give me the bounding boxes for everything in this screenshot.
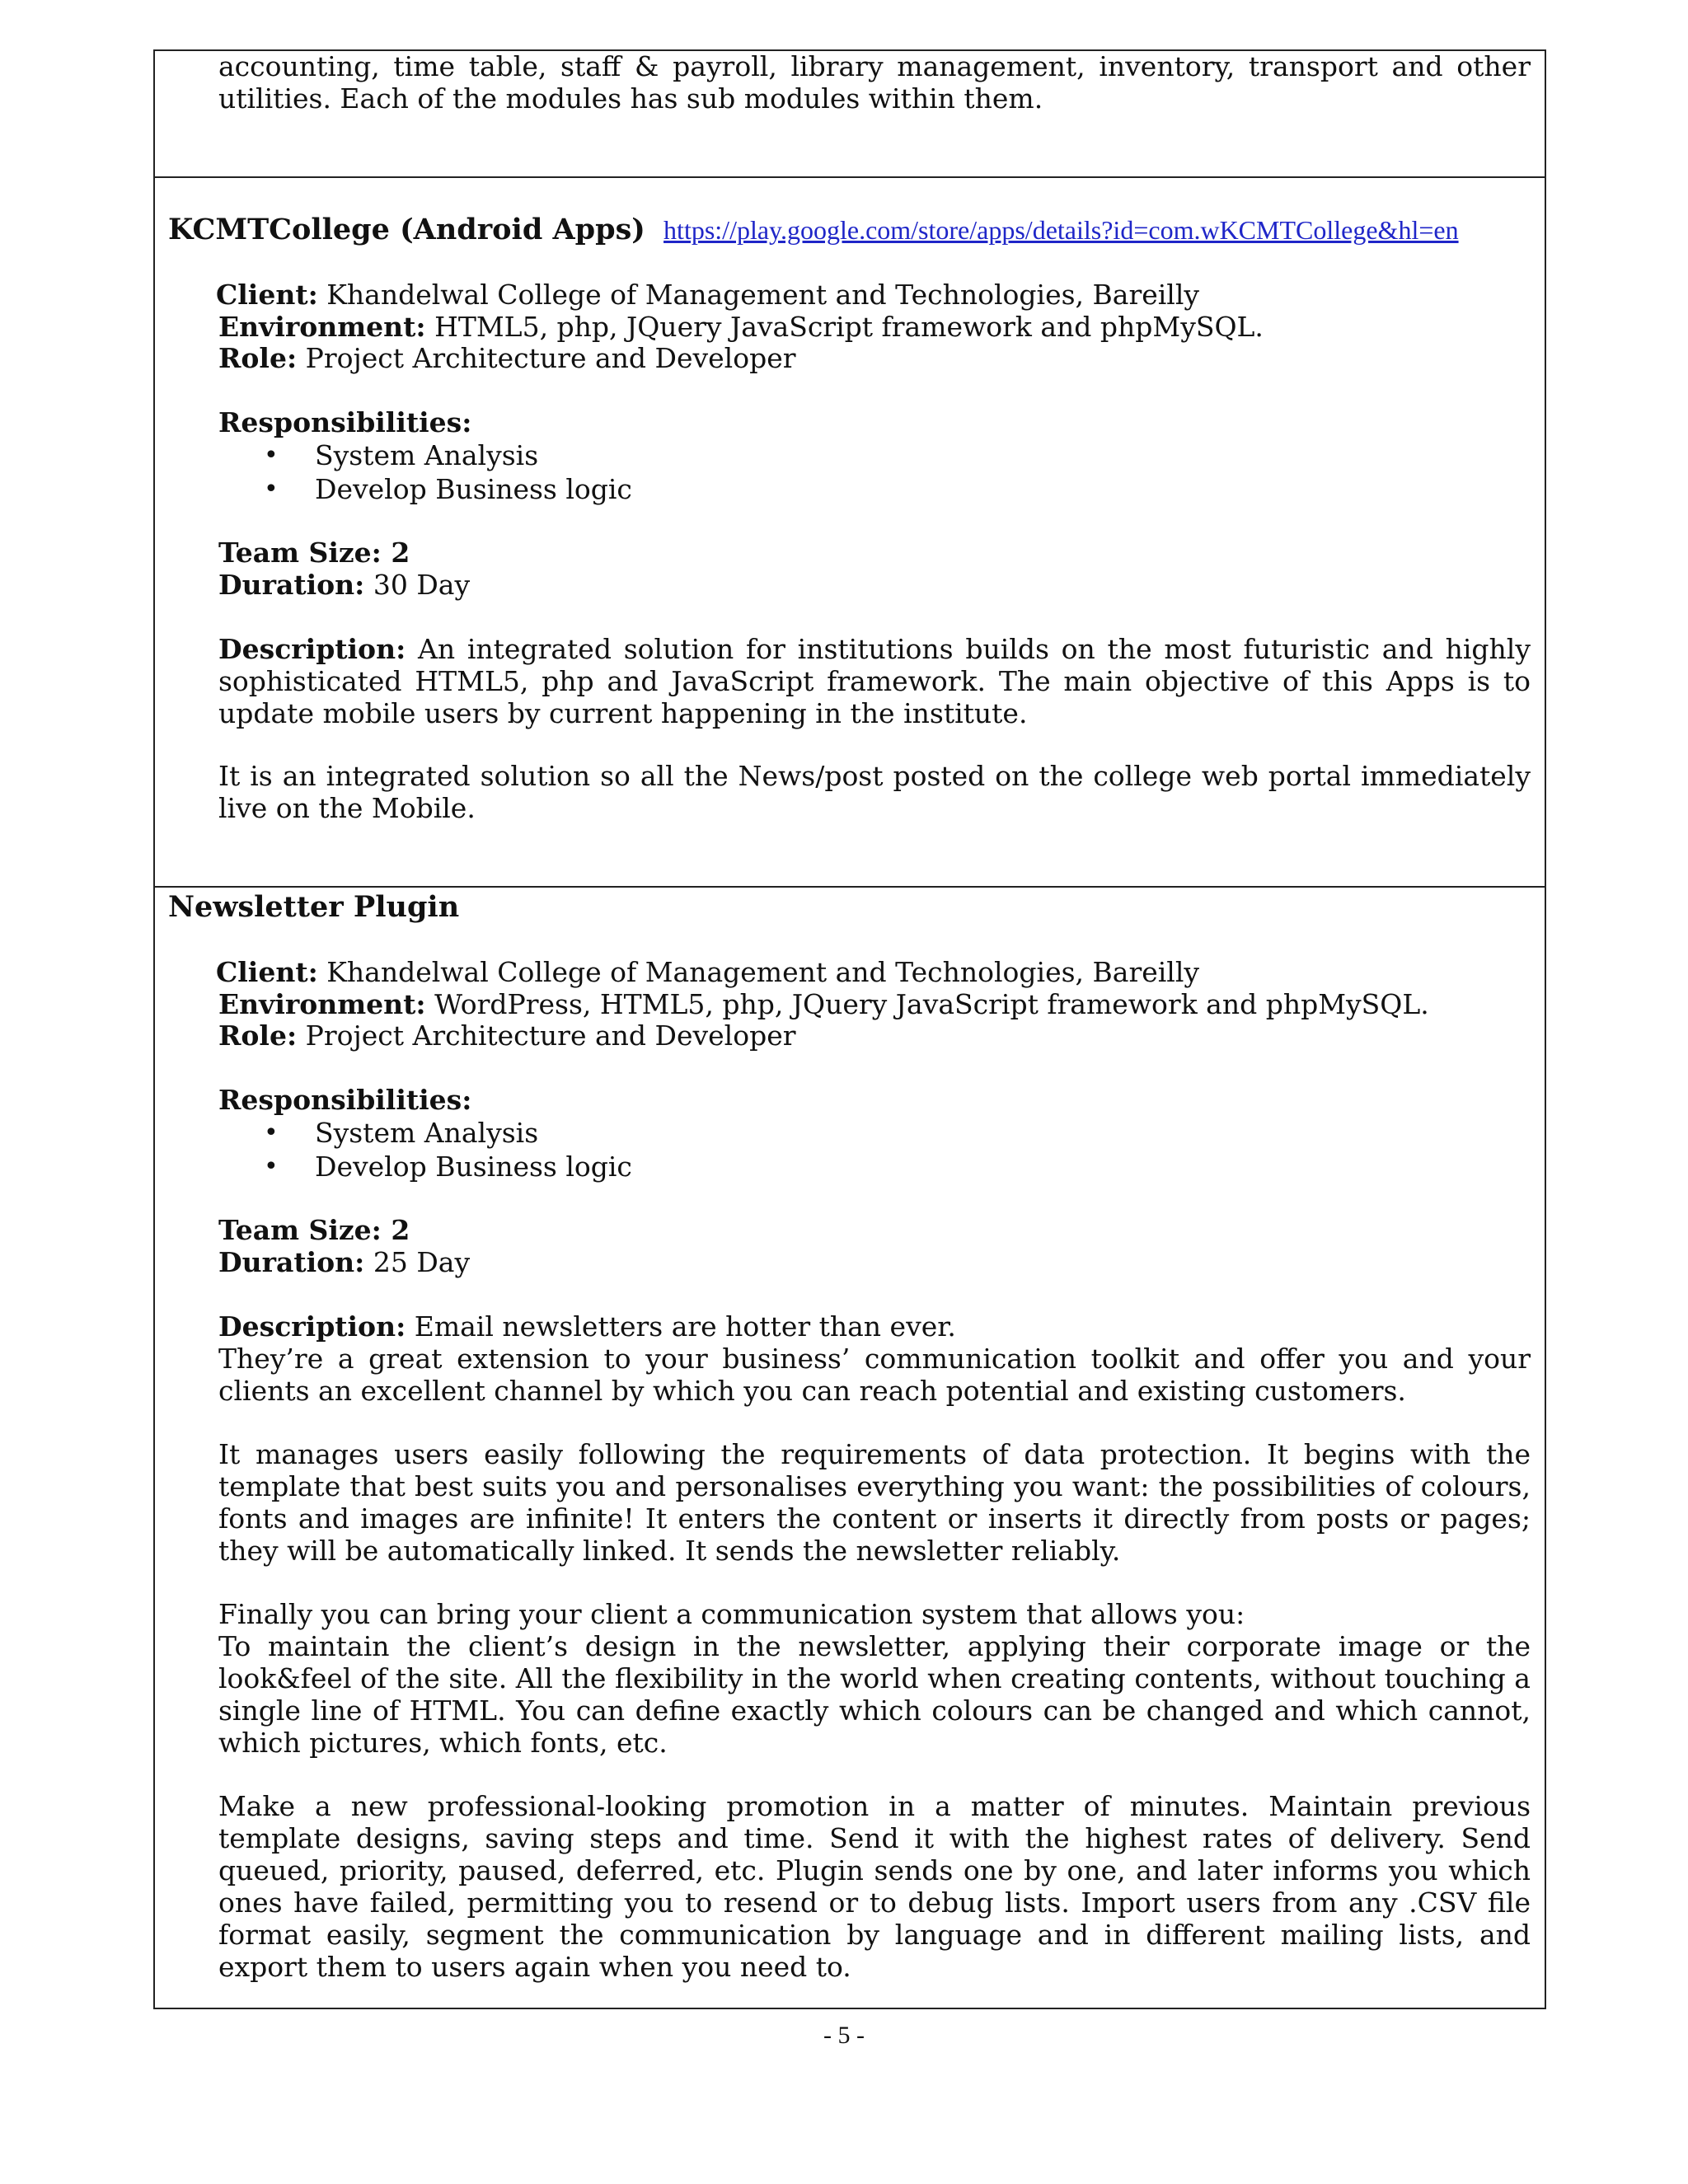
- role-line: [218, 342, 1537, 374]
- client-label: Client:: [216, 279, 318, 311]
- role-value: Project Architecture and Developer: [305, 1019, 796, 1052]
- list-item: • Develop Business logic: [264, 1150, 632, 1183]
- role-value: Project Architecture and Developer: [305, 342, 796, 374]
- section-divider: [153, 886, 1546, 888]
- body-paragraph: It manages users easily following the requirements of data protection. It begins with the template that best suits you and personalises everything you want: the possibilities of colours, fonts and images are infinite! It enters the content or inserts it directly from posts or pages; they will be automatically linked. It sends the newsletter reliably.: [218, 1438, 1531, 1567]
- role-line: [218, 1019, 1537, 1052]
- role-label: Role:: [218, 1019, 298, 1052]
- intro-paragraph: accounting, time table, staff & payroll, library management, inventory, transport and other utilities. Each of the modules has sub modules within them.: [218, 50, 1531, 115]
- environment-value: WordPress, HTML5, php, JQuery JavaScript framework and phpMySQL.: [434, 988, 1429, 1020]
- duration-label: Duration:: [218, 569, 365, 601]
- environment-label: Environment:: [218, 311, 426, 343]
- duration-line: [218, 569, 1537, 601]
- list-item: • System Analysis: [264, 1116, 632, 1150]
- duration-value: 25 Day: [373, 1246, 471, 1278]
- client-line: [216, 956, 1535, 988]
- environment-value: HTML5, php, JQuery JavaScript framework and phpMySQL.: [434, 311, 1264, 343]
- responsibilities-list: [264, 438, 632, 506]
- responsibilities-heading: Responsibilities:: [218, 1084, 472, 1116]
- list-item: • Develop Business logic: [264, 472, 632, 506]
- section-divider: [153, 176, 1546, 178]
- description-label: Description:: [218, 1310, 406, 1343]
- description-text: An integrated solution for institutions builds on the most futuristic and highly sophisticated HTML5, php and JavaScript framework. The main objective of this Apps is to update mobile users by current happening in the institute.: [218, 633, 1531, 729]
- body-paragraph: They’re a great extension to your business’ communication toolkit and offer you and your clients an excellent channel by which you can reach potential and existing customers.: [218, 1343, 1531, 1407]
- responsibilities-list: [264, 1116, 632, 1183]
- duration-value: 30 Day: [373, 569, 471, 601]
- list-item: • System Analysis: [264, 438, 632, 472]
- team-size-line: Team Size: 2: [218, 1214, 410, 1246]
- project-title-text: Newsletter Plugin: [168, 890, 460, 924]
- description-line: [218, 1310, 1537, 1343]
- play-store-link[interactable]: https://play.google.com/store/apps/details?id=com.wKCMTCollege&hl=en: [663, 215, 1459, 245]
- client-value: Khandelwal College of Management and Technologies, Bareilly: [326, 279, 1200, 311]
- description-label: Description:: [218, 633, 406, 665]
- environment-line: [218, 988, 1537, 1020]
- body-paragraph: Make a new professional-looking promotion in a matter of minutes. Maintain previous template designs, saving steps and time. Send it with the highest rates of delivery. Send queued, priority, paused, deferred, etc. Plugin sends one by one, and later informs you which ones have failed, permitting you to resend or to debug lists. Import users from any .CSV file format easily, segment the communication by language and in different mailing lists, and export them to users again when you need to.: [218, 1790, 1531, 1983]
- team-size-line: Team Size: 2: [218, 537, 410, 569]
- description-paragraph: [218, 633, 1531, 729]
- project-title-text: KCMTCollege (Android Apps): [168, 213, 645, 246]
- client-label: Client:: [216, 956, 318, 988]
- role-label: Role:: [218, 342, 298, 374]
- description-text: Email newsletters are hotter than ever.: [414, 1310, 956, 1343]
- client-value: Khandelwal College of Management and Technologies, Bareilly: [326, 956, 1200, 988]
- environment-line: [218, 311, 1537, 343]
- body-paragraph: It is an integrated solution so all the News/post posted on the college web portal immediately live on the Mobile.: [218, 760, 1531, 824]
- project-title: [168, 890, 459, 925]
- client-line: [216, 279, 1535, 311]
- body-paragraph: To maintain the client’s design in the newsletter, applying their corporate image or the look&feel of the site. All the flexibility in the world when creating contents, without touching a single line of HTML. You can define exactly which colours can be changed and which cannot, which pictures, which fonts, etc.: [218, 1630, 1531, 1759]
- duration-line: [218, 1246, 1537, 1278]
- page-number: - 5 -: [823, 2022, 865, 2049]
- project-title: [168, 213, 1459, 247]
- body-line: Finally you can bring your client a communication system that allows you:: [218, 1598, 1245, 1630]
- environment-label: Environment:: [218, 988, 426, 1020]
- duration-label: Duration:: [218, 1246, 365, 1278]
- responsibilities-heading: Responsibilities:: [218, 406, 472, 438]
